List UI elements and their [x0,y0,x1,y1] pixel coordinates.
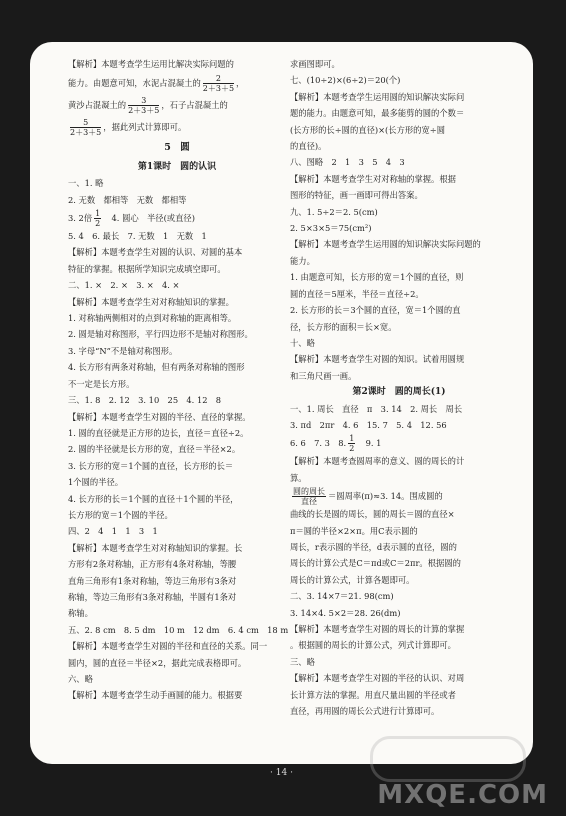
analysis-line: 称轴。 [68,608,93,619]
analysis-line: 3. 字母“N”不是轴对称图形。 [68,345,178,356]
analysis-line: 【解析】本题考查学生对圆的认识、对圆的基本 [68,247,243,258]
fraction: $\frac{3}{2+3+5}$ [128,96,160,116]
analysis-line: 【解析】本题考查学生对圆的周长的计算的掌握 [290,624,465,634]
analysis-line: 【解析】本题考查学生对圆的半径和直径的关系。同一 [68,641,268,652]
analysis-line: 2. 长方形的长＝3个圆的直径，宽＝1个圆的直 [290,305,461,316]
analysis-line: 【解析】本题考查学生对对称轴的掌握。根据 [290,173,456,184]
analysis-line: 1. 对称轴两侧相对的点到对称轴的距离相等。 [68,313,237,324]
analysis-line: 【解析】本题考查学生对圆的半径的认识、对周 [290,673,465,684]
analysis-line: $\frac{5}{2+3+5}$ ，据此列式计算即可。 [70,118,187,138]
analysis-line: (长方形的长÷圆的直径)×(长方形的宽÷圆 [290,124,446,135]
analysis-line: 曲线的长是圆的周长，圆的周长＝圆的直径× [290,509,455,520]
analysis-line: 长方形的宽＝1个圆的半径。 [68,509,173,520]
analysis-line: 求画图即可。 [290,59,340,69]
answer-line: 2. 无数 都相等 无数 都相等 [68,194,187,205]
analysis-line: 周长的计算公式是C＝πd或C＝2πr。根据圆的 [290,558,461,569]
page-number: · 14 · [270,768,293,778]
answer-line: 5. 4 6. 最长 7. 无数 1 无数 1 [68,231,207,242]
analysis-line: 能力。 [290,255,315,266]
answer-line: 3. 14×4. 5×2＝28. 26(dm) [290,607,401,618]
answer-line: 四、2 4 1 1 3 1 [68,526,158,537]
analysis-line: 周长的计算公式，计算各题即可。 [290,574,415,585]
analysis-line: 1个圆的半径。 [68,477,124,488]
analysis-line: 3. 长方形的宽＝1个圆的直径，长方形的长＝ [68,460,234,471]
analysis-line: 圆内，圆的直径＝半径×2，据此完成表格即可。 [68,657,247,668]
analysis-line: 特征的掌握。根据所学知识完成填空即可。 [68,263,226,274]
answer-line: 五、2. 8 cm 8. 5 dm 10 m 12 dm 6. 4 cm 18 m [68,624,289,635]
analysis-line: 2. 圆是轴对称图形，平行四边形不是轴对称图形。 [68,329,253,340]
analysis-line: 和三角尺画一画。 [290,370,357,381]
analysis-line: 周长，r表示圆的半径，d表示圆的直径，圆的 [290,541,457,552]
analysis-line: $\frac{\text{圆的周长}}{\text{直径}}$ ＝圆周率(π)≈3. 14。围成圆的 [293,487,443,507]
lesson-heading: 第2课时 圆的周长(1) [352,387,446,398]
fraction: $\frac{5}{2+3+5}$ [70,118,102,138]
answer-line: 十、略 [290,337,315,348]
analysis-line: 黄沙占混凝土的 $\frac{3}{2+3+5}$ ，石子占混凝土的 [68,96,228,116]
analysis-line: 径，长方形的面积＝长×宽。 [290,321,397,332]
answer-line: 三、略 [290,656,315,667]
answer-line: 二、3. 14×7＝21. 98(cm) [290,591,394,602]
analysis-line: 算。 [290,472,307,483]
analysis-line: 【解析】本题考查学生对圆的知识。试着用圆规 [290,354,465,365]
fraction: $\frac{1}{2}$ [95,209,101,229]
analysis-line: π＝圆的半径×2×π。用C表示圆的 [290,525,418,536]
analysis-line: 【解析】本题考查学生对圆的半径、直径的掌握。 [68,411,251,422]
analysis-line: 1. 圆的直径就是正方形的边长，直径＝直径÷2。 [68,427,249,438]
analysis-line: 能力。由题意可知，水泥占混凝土的 $\frac{2}{2+3+5}$ ， [68,74,245,94]
analysis-line: 圆的直径＝5厘米，半径＝直径÷2。 [290,288,424,299]
right-column [290,56,508,719]
left-column [68,56,289,704]
answer-line: 六、略 [68,674,93,684]
fraction: $\frac{\text{圆的周长}}{\text{直径}}$ [293,487,325,507]
analysis-line: 直径，再用圆的周长公式进行计算即可。 [290,706,440,717]
watermark-badge [370,736,526,782]
analysis-line: 【解析】本题考查学生对对称轴知识的掌握。 [68,296,234,307]
answer-line: 一、1. 周长 直径 π 3. 14 2. 周长 周长 [290,403,463,414]
fraction: $\frac{1}{2}$ [349,434,355,454]
analysis-line: 4. 长方形有两条对称轴，但有两条对称轴的图形 [68,362,245,373]
analysis-line: 【解析】本题考查学生对对称轴知识的掌握。长 [68,542,243,553]
analysis-line: 题的能力。由题意可知，最多能剪的圆的个数＝ [290,108,465,119]
answer-line: 3. πd 2πr 4. 6 15. 7 5. 4 12. 56 [290,419,447,430]
answer-line: 2. 5×3×5＝75(cm²) [290,223,372,234]
analysis-line: 1. 由题意可知，长方形的宽＝1个圆的直径，则 [290,272,464,283]
answer-line: 一、1. 略 [68,178,104,189]
analysis-line: 的直径)。 [290,141,327,152]
analysis-line: 方形有2条对称轴，正方形有4条对称轴，等腰 [68,559,237,570]
answer-line: 二、1. × 2. × 3. × 4. × [68,280,180,291]
page-sheet [30,42,533,778]
answer-line: 三、1. 8 2. 12 3. 10 25 4. 12 8 [68,395,222,406]
analysis-line: 【解析】本题考查学生运用圆的知识解决实际问 [290,91,465,102]
analysis-line: 直角三角形有1条对称轴，等边三角形有3条对 [68,575,237,586]
analysis-line: 图形的特征，画一画即可得出答案。 [290,190,423,201]
analysis-line: 不一定是长方形。 [68,378,135,389]
analysis-line: 【解析】本题考查学生运用比解决实际问题的 [68,59,234,69]
lesson-heading: 第1课时 圆的认识 [137,161,217,172]
answer-line: 3. 2倍 $\frac{1}{2}$ 4. 圆心 半径(或直径) [68,209,195,229]
analysis-line: 【解析】本题考查圆周率的意义、圆的周长的计 [290,456,465,467]
unit-heading: 5 圆 [164,142,190,154]
answer-line: 6. 6 7. 3 8. $\frac{1}{2}$ 9. 1 [290,434,382,454]
fraction: $\frac{2}{2+3+5}$ [202,74,235,94]
watermark: MXQE.COM [377,780,548,810]
analysis-line: 4. 长方形的长＝1个圆的直径＋1个圆的半径， [68,493,239,504]
answer-line: 八、图略 2 1 3 5 4 3 [290,157,405,168]
analysis-line: 长计算方法的掌握。用直尺量出圆的半径或者 [290,689,456,700]
analysis-line: 2. 圆的半径就是长方形的宽，直径＝半径×2。 [68,444,241,455]
answer-line: 七、(10÷2)×(6÷2)＝20(个) [290,75,401,86]
analysis-line: 【解析】本题考查学生运用圆的知识解决实际问题的 [290,239,481,250]
analysis-line: 。根据圆的周长的计算公式，列式计算即可。 [290,640,456,651]
answer-line: 九、1. 5÷2＝2. 5(cm) [290,206,378,217]
analysis-line: 【解析】本题考查学生动手画圆的能力。根据要 [68,690,243,701]
analysis-line: 称轴，等边三角形有3条对称轴，半圆有1条对 [68,591,237,602]
